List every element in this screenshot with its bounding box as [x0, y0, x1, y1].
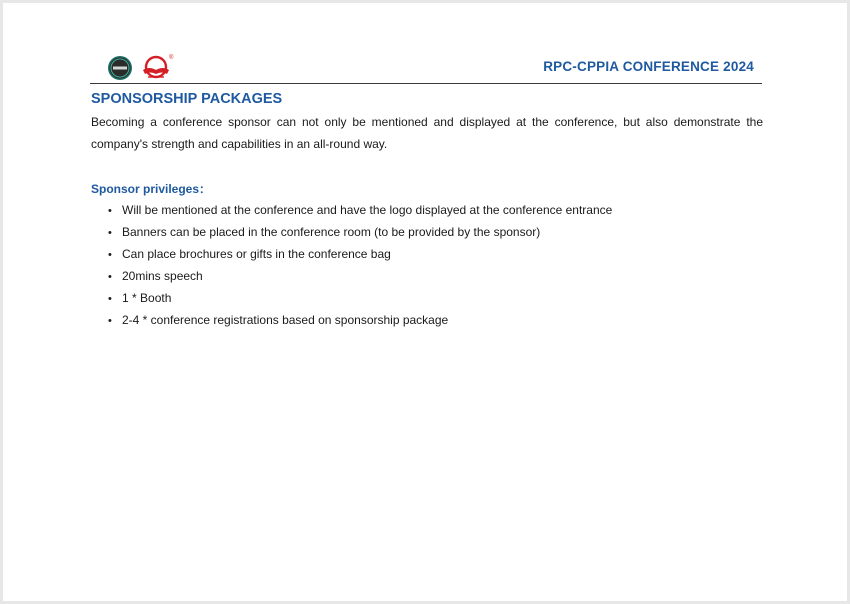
list-item: [108, 243, 708, 265]
list-item-text: Banners can be placed in the conference room (to be provided by the sponsor): [122, 225, 541, 239]
list-item: [108, 199, 708, 221]
conference-badge-logo: [108, 56, 132, 80]
list-item: [108, 309, 708, 331]
privileges-heading: Sponsor privileges：: [91, 182, 212, 196]
list-item-text: Can place brochures or gifts in the conference bag: [122, 247, 391, 261]
header-logos: [107, 53, 181, 83]
list-item-text: 20mins speech: [122, 269, 203, 283]
bullet-icon: •: [108, 227, 112, 239]
list-item: [108, 265, 708, 287]
conference-title: RPC-CPPIA CONFERENCE 2024: [543, 59, 754, 74]
registered-mark: ®: [169, 55, 174, 61]
list-item-text: Will be mentioned at the conference and have the logo displayed at the conference entrance: [122, 203, 613, 217]
list-item-text: 1 * Booth: [122, 291, 172, 305]
intro-paragraph: Becoming a conference sponsor can not only be mentioned and displayed at the conference, but also demonstrate the company's strength and capabilities in an all-round way.: [91, 115, 763, 151]
bullet-icon: •: [108, 205, 112, 217]
list-item: [108, 221, 708, 243]
privileges-list: [108, 199, 708, 331]
registered-trademark-logo: [143, 54, 174, 77]
bullet-icon: •: [108, 271, 112, 283]
header-divider: [90, 83, 762, 84]
bullet-icon: •: [108, 315, 112, 327]
list-item: [108, 287, 708, 309]
bullet-icon: •: [108, 293, 112, 305]
section-heading: SPONSORSHIP PACKAGES: [91, 91, 283, 107]
bullet-icon: •: [108, 249, 112, 261]
list-item-text: 2-4 * conference registrations based on sponsorship package: [122, 313, 449, 327]
document-page: [3, 3, 847, 601]
